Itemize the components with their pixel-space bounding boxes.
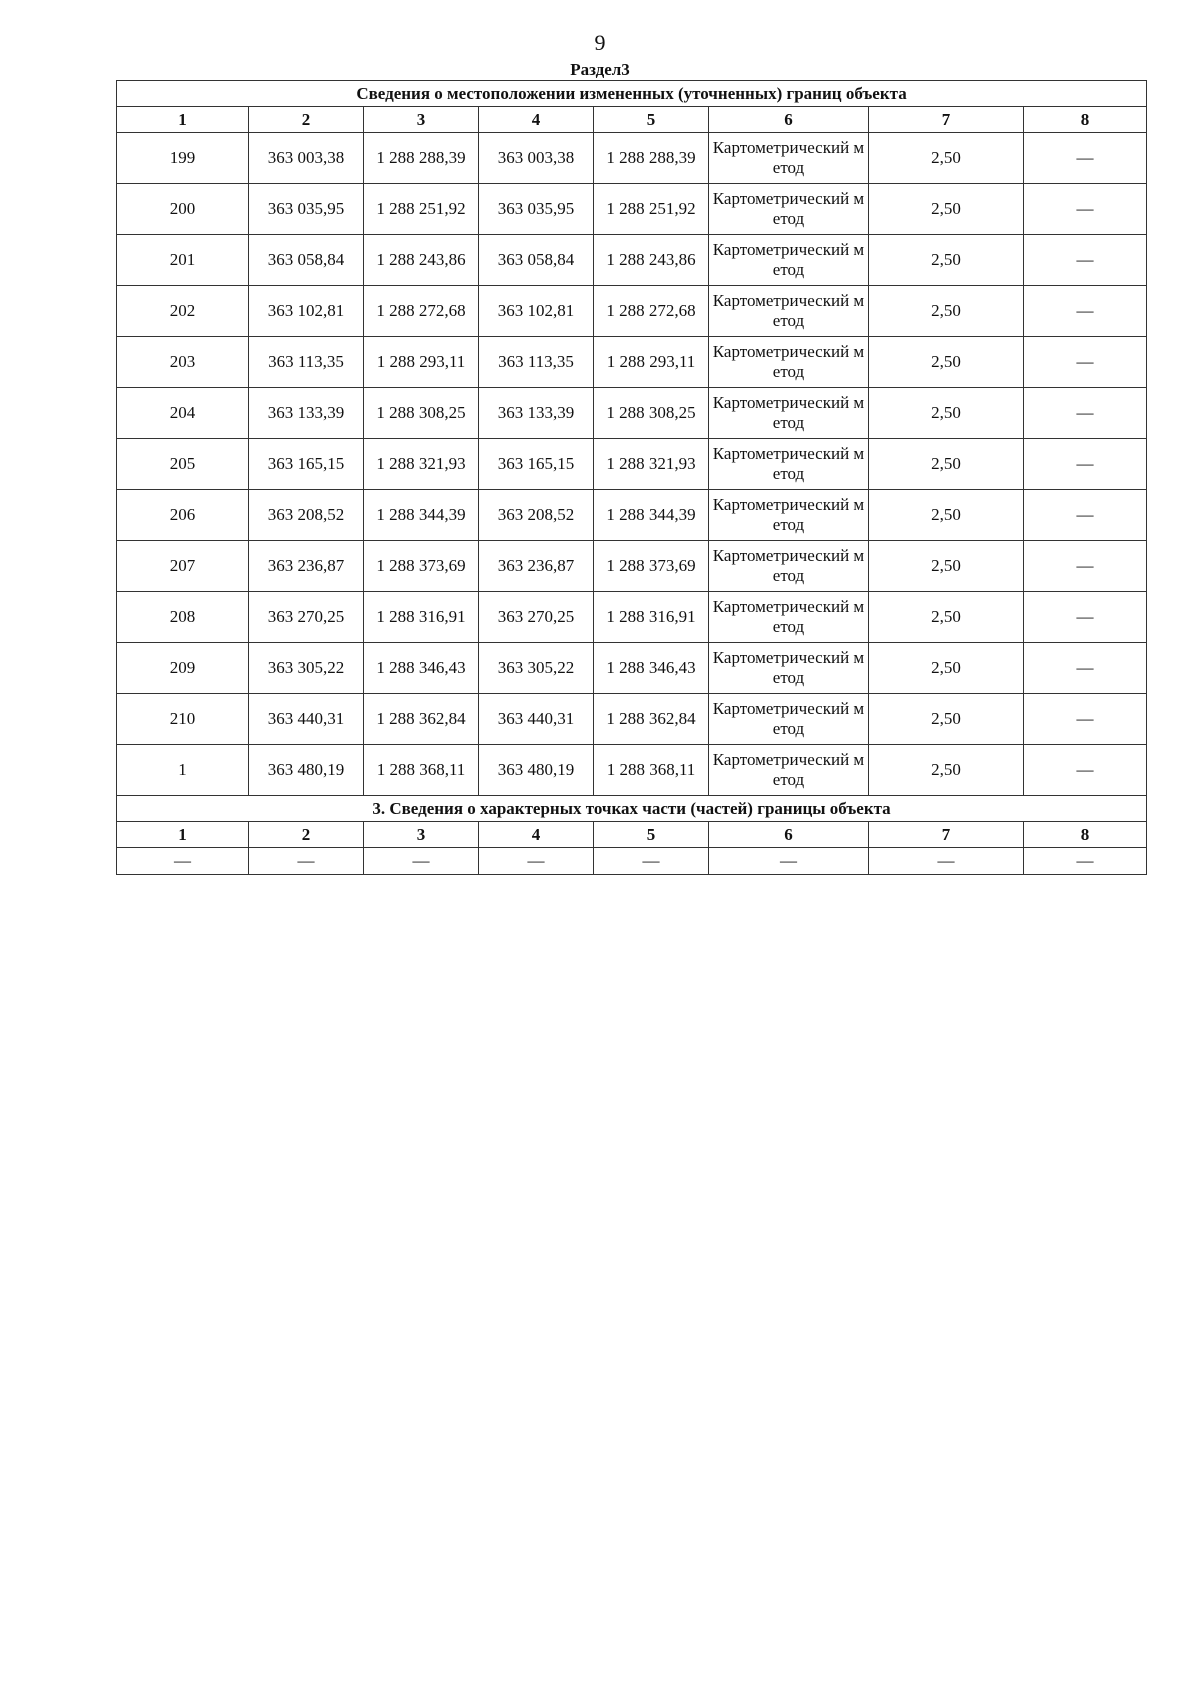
table-cell: Картометрический метод	[709, 235, 869, 286]
table-cell: Картометрический метод	[709, 286, 869, 337]
table-cell: 363 305,22	[249, 643, 364, 694]
table-row	[117, 337, 1147, 388]
table-cell: 1 288 308,25	[364, 388, 479, 439]
table-caption: Сведения о местоположении измененных (уточненных) границ объекта	[117, 81, 1147, 107]
table-cell: —	[1024, 286, 1147, 337]
column-header: 1	[117, 107, 249, 133]
table-cell: 363 102,81	[479, 286, 594, 337]
table-row	[117, 745, 1147, 796]
table-cell: —	[869, 848, 1024, 875]
column-header: 1	[117, 822, 249, 848]
table-cell: —	[1024, 592, 1147, 643]
table-cell: Картометрический метод	[709, 592, 869, 643]
table-row	[117, 439, 1147, 490]
table-cell: Картометрический метод	[709, 337, 869, 388]
table-cell: —	[1024, 388, 1147, 439]
table-cell: 2,50	[869, 592, 1024, 643]
table-cell: 1	[117, 745, 249, 796]
table-cell: 200	[117, 184, 249, 235]
column-header: 4	[479, 822, 594, 848]
table-cell: Картометрический метод	[709, 490, 869, 541]
column-header: 6	[709, 822, 869, 848]
table-cell: 199	[117, 133, 249, 184]
table-cell: Картометрический метод	[709, 184, 869, 235]
column-header: 3	[364, 822, 479, 848]
table-cell: —	[709, 848, 869, 875]
table-cell: 1 288 243,86	[364, 235, 479, 286]
table-cell: Картометрический метод	[709, 643, 869, 694]
table-cell: 2,50	[869, 541, 1024, 592]
table-cell: 363 035,95	[249, 184, 364, 235]
table-cell: 1 288 346,43	[594, 643, 709, 694]
part-section-header-row	[117, 822, 1147, 848]
table-cell: 1 288 362,84	[364, 694, 479, 745]
table-cell: 363 058,84	[479, 235, 594, 286]
part-section-caption: 3. Сведения о характерных точках части (частей) границы объекта	[117, 796, 1147, 822]
table-cell: 363 208,52	[479, 490, 594, 541]
table-cell: 1 288 272,68	[594, 286, 709, 337]
table-cell: —	[1024, 745, 1147, 796]
table-cell: 1 288 321,93	[594, 439, 709, 490]
column-header: 3	[364, 107, 479, 133]
table-cell: 363 035,95	[479, 184, 594, 235]
table-cell: 1 288 288,39	[594, 133, 709, 184]
table-cell: 1 288 321,93	[364, 439, 479, 490]
table-cell: 363 440,31	[249, 694, 364, 745]
table-cell: 1 288 308,25	[594, 388, 709, 439]
table-row	[117, 388, 1147, 439]
table-cell: 2,50	[869, 286, 1024, 337]
column-header: 8	[1024, 107, 1147, 133]
table-cell: 363 440,31	[479, 694, 594, 745]
table-cell: —	[364, 848, 479, 875]
table-cell: —	[479, 848, 594, 875]
table-row	[117, 592, 1147, 643]
table-cell: —	[594, 848, 709, 875]
table-cell: 363 305,22	[479, 643, 594, 694]
table-cell: 363 003,38	[479, 133, 594, 184]
table-cell: —	[1024, 235, 1147, 286]
column-header: 5	[594, 107, 709, 133]
table-header-row	[117, 107, 1147, 133]
table-cell: 201	[117, 235, 249, 286]
table-cell: 363 133,39	[249, 388, 364, 439]
table-cell: —	[1024, 184, 1147, 235]
table-cell: 204	[117, 388, 249, 439]
table-cell: 1 288 373,69	[364, 541, 479, 592]
table-row	[117, 286, 1147, 337]
table-cell: 363 058,84	[249, 235, 364, 286]
table-cell: 363 208,52	[249, 490, 364, 541]
section-title: Раздел3	[570, 60, 630, 79]
table-cell: 363 270,25	[249, 592, 364, 643]
table-cell: 1 288 344,39	[594, 490, 709, 541]
column-header: 2	[249, 107, 364, 133]
table-cell: 1 288 288,39	[364, 133, 479, 184]
table-row	[117, 643, 1147, 694]
column-header: 7	[869, 822, 1024, 848]
table-cell: 209	[117, 643, 249, 694]
table-row	[117, 133, 1147, 184]
table-cell: —	[1024, 643, 1147, 694]
table-cell: 2,50	[869, 745, 1024, 796]
table-cell: 1 288 368,11	[364, 745, 479, 796]
table-row	[117, 848, 1147, 875]
table-cell: 363 236,87	[249, 541, 364, 592]
table-cell: Картометрический метод	[709, 439, 869, 490]
table-cell: 363 165,15	[479, 439, 594, 490]
table-cell: —	[1024, 694, 1147, 745]
page-number: 9	[594, 30, 606, 55]
boundary-table	[116, 80, 1147, 875]
table-cell: 207	[117, 541, 249, 592]
column-header: 8	[1024, 822, 1147, 848]
table-cell: 363 480,19	[249, 745, 364, 796]
table-cell: 1 288 316,91	[364, 592, 479, 643]
column-header: 2	[249, 822, 364, 848]
table-cell: —	[1024, 337, 1147, 388]
table-cell: 363 165,15	[249, 439, 364, 490]
table-cell: 1 288 243,86	[594, 235, 709, 286]
table-row	[117, 490, 1147, 541]
table-cell: 2,50	[869, 235, 1024, 286]
table-cell: 202	[117, 286, 249, 337]
table-cell: 203	[117, 337, 249, 388]
table-cell: 363 003,38	[249, 133, 364, 184]
table-row	[117, 694, 1147, 745]
table-cell: Картометрический метод	[709, 541, 869, 592]
table-cell: 1 288 251,92	[594, 184, 709, 235]
table-cell: 210	[117, 694, 249, 745]
table-cell: 1 288 293,11	[594, 337, 709, 388]
table-cell: —	[1024, 541, 1147, 592]
table-cell: 1 288 346,43	[364, 643, 479, 694]
table-cell: —	[1024, 133, 1147, 184]
table-cell: 363 113,35	[479, 337, 594, 388]
table-cell: 1 288 373,69	[594, 541, 709, 592]
table-cell: 2,50	[869, 133, 1024, 184]
table-cell: 363 102,81	[249, 286, 364, 337]
column-header: 5	[594, 822, 709, 848]
table-cell: 208	[117, 592, 249, 643]
table-row	[117, 184, 1147, 235]
table-cell: 206	[117, 490, 249, 541]
table-cell: 1 288 272,68	[364, 286, 479, 337]
table-cell: 1 288 293,11	[364, 337, 479, 388]
table-cell: 1 288 316,91	[594, 592, 709, 643]
table-cell: 2,50	[869, 643, 1024, 694]
table-cell: 363 236,87	[479, 541, 594, 592]
table-cell: —	[1024, 848, 1147, 875]
table-cell: 2,50	[869, 694, 1024, 745]
table-cell: 363 480,19	[479, 745, 594, 796]
table-cell: 1 288 251,92	[364, 184, 479, 235]
table-cell: 363 133,39	[479, 388, 594, 439]
table-cell: 2,50	[869, 184, 1024, 235]
table-cell: 2,50	[869, 337, 1024, 388]
column-header: 7	[869, 107, 1024, 133]
table-cell: 2,50	[869, 490, 1024, 541]
table-cell: 205	[117, 439, 249, 490]
table-cell: 363 270,25	[479, 592, 594, 643]
table-cell: 1 288 362,84	[594, 694, 709, 745]
part-section-caption-row	[117, 796, 1147, 822]
table-cell: 2,50	[869, 439, 1024, 490]
table-cell: 2,50	[869, 388, 1024, 439]
table-row	[117, 235, 1147, 286]
table-cell: 1 288 368,11	[594, 745, 709, 796]
table-row	[117, 541, 1147, 592]
table-cell: —	[1024, 490, 1147, 541]
table-cell: Картометрический метод	[709, 133, 869, 184]
table-cell: Картометрический метод	[709, 745, 869, 796]
table-caption-row	[117, 81, 1147, 107]
table-cell: 1 288 344,39	[364, 490, 479, 541]
column-header: 4	[479, 107, 594, 133]
table-cell: —	[249, 848, 364, 875]
table-cell: Картометрический метод	[709, 388, 869, 439]
table-cell: 363 113,35	[249, 337, 364, 388]
table-cell: Картометрический метод	[709, 694, 869, 745]
table-cell: —	[1024, 439, 1147, 490]
column-header: 6	[709, 107, 869, 133]
table-cell: —	[117, 848, 249, 875]
